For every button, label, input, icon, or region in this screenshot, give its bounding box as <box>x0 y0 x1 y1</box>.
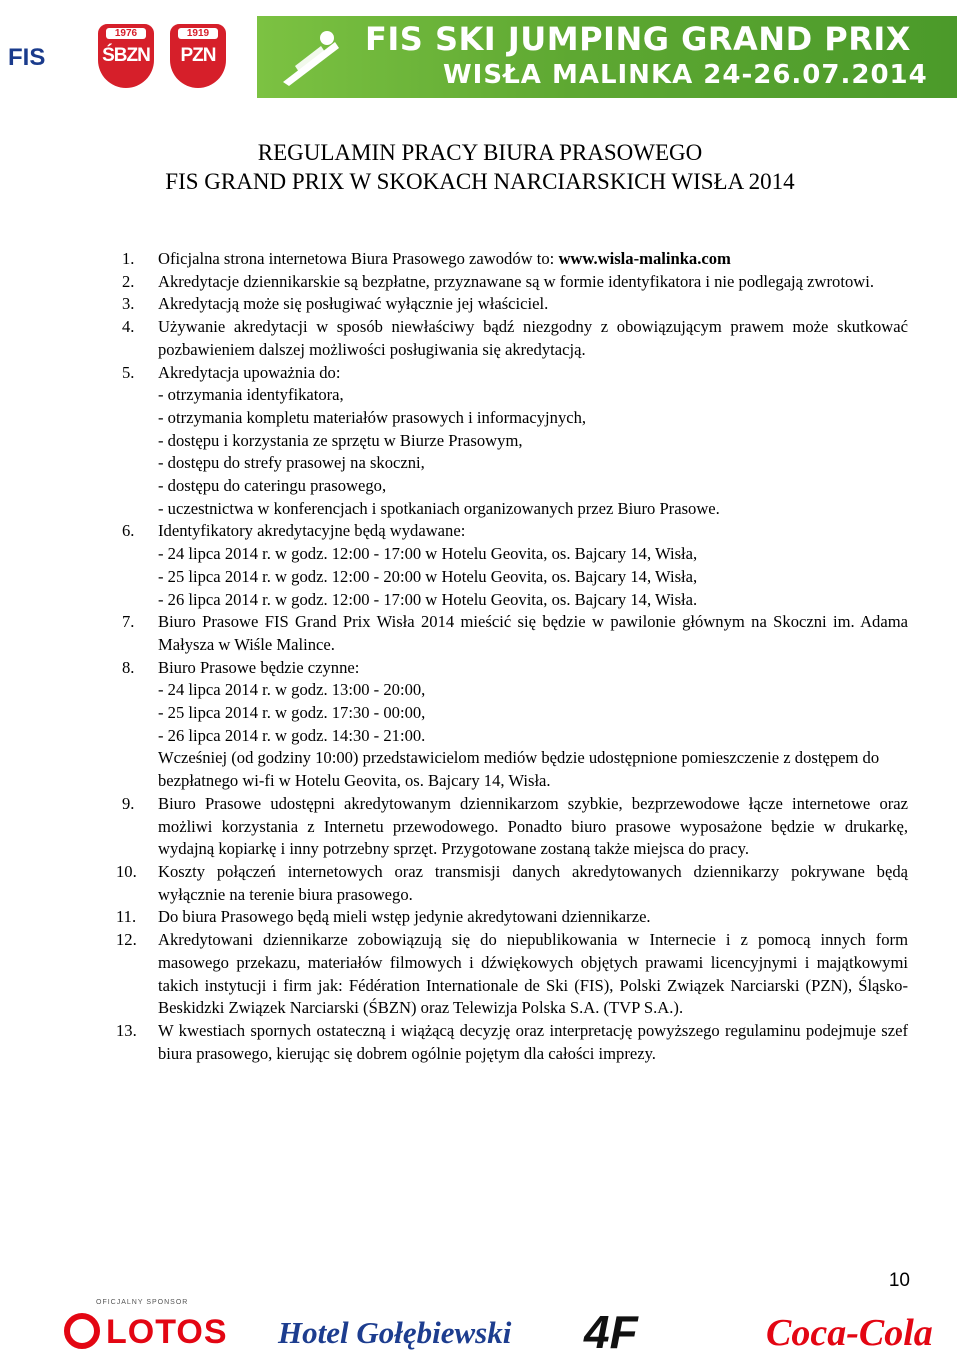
rule-text: Akredytacje dziennikarskie są bezpłatne, przyznawane są w formie identyfikatora i nie podlegają zwrotowi. <box>158 271 875 291</box>
rules-list <box>116 248 908 1065</box>
rule-subitem: - otrzymania identyfikatora, <box>158 385 344 405</box>
rule-item <box>116 906 908 929</box>
rule-subitem: - 25 lipca 2014 r. w godz. 12:00 - 20:00 w Hotelu Geovita, os. Bajcary 14, Wisła, <box>158 566 698 586</box>
rule-number: 10. <box>116 861 137 881</box>
rule-item <box>116 1020 908 1065</box>
rule-item <box>122 316 908 361</box>
rule-subitem: - uczestnictwa w konferencjach i spotkaniach organizowanych przez Biuro Prasowe. <box>158 498 720 518</box>
sbzn-logo <box>98 24 154 88</box>
rule-subitem: - dostępu i korzystania ze sprzętu w Biurze Prasowym, <box>158 430 523 450</box>
rule-item <box>116 861 908 906</box>
pzn-logo-abbr: PZN <box>180 45 216 66</box>
pzn-logo <box>170 24 226 88</box>
rule-item <box>122 248 908 271</box>
lotos-logo-text: LOTOS <box>106 1313 228 1351</box>
rule-number: 1. <box>122 249 135 268</box>
rule-subitem: - 25 lipca 2014 r. w godz. 17:30 - 00:00, <box>158 703 426 723</box>
page-number: 10 <box>888 1270 910 1291</box>
sbzn-logo-year: 1976 <box>106 28 146 39</box>
lotos-ring-icon <box>64 1313 100 1349</box>
rule-text: Biuro Prasowe będzie czynne: <box>158 657 360 677</box>
4f-logo: 4F <box>584 1306 638 1358</box>
rule-item <box>122 271 908 294</box>
rule-subitem: - 24 lipca 2014 r. w godz. 13:00 - 20:00, <box>158 680 426 700</box>
banner-subtitle: WISŁA MALINKA 24-26.07.2014 <box>443 60 928 90</box>
sponsor-bar <box>0 1295 960 1369</box>
rule-item <box>122 793 908 861</box>
rule-text: Koszty połączeń internetowych oraz transmisji danych akredytowanych dziennikarzy pokrywane będą wyłącznie na terenie biura prasowego. <box>158 861 908 904</box>
document-title <box>0 138 960 196</box>
rule-text: Identyfikatory akredytacyjne będą wydawane: <box>158 521 466 541</box>
rule-item <box>122 293 908 316</box>
hotel-golebiewski-logo: Hotel Gołębiewski <box>278 1315 512 1350</box>
rule-text: Używanie akredytacji w sposób niewłaściwy bądź niezgodny z obowiązującym prawem może skutkować pozbawieniem dalszej możliwości posługiwania się akredytacją. <box>158 317 908 359</box>
rule-number: 2. <box>122 271 135 291</box>
rule-text: Do biura Prasowego będą mieli wstęp jedynie akredytowani dziennikarze. <box>158 907 651 927</box>
rule-subitem: - otrzymania kompletu materiałów prasowych i informacyjnych, <box>158 407 587 427</box>
rule-number: 9. <box>122 793 135 813</box>
rule-number: 12. <box>116 930 137 950</box>
rule-number: 4. <box>122 317 135 337</box>
ski-jumper-icon <box>275 26 345 88</box>
pzn-logo-year: 1919 <box>178 28 218 39</box>
rule-item <box>122 520 908 611</box>
title-line-1: REGULAMIN PRACY BIURA PRASOWEGO <box>257 140 703 165</box>
sbzn-logo-abbr: ŚBZN <box>102 45 150 66</box>
rule-number: 13. <box>116 1020 137 1040</box>
rule-text: W kwestiach spornych ostateczną i wiążącą decyzję oraz interpretację powyższego regulaminu podejmuje szef biura prasowego, kierując się dobrem ogólnie pojętym dla całości imprezy. <box>158 1020 908 1063</box>
rule-item <box>122 362 908 521</box>
rule-item <box>116 929 908 1020</box>
event-banner <box>257 16 957 98</box>
website-link[interactable]: www.wisla-malinka.com <box>558 249 731 268</box>
rule-number: 11. <box>116 907 137 927</box>
rule-number: 8. <box>122 657 135 677</box>
fis-logo: FIS <box>8 44 46 71</box>
rule-number: 7. <box>122 612 135 632</box>
rule-text: Biuro Prasowe udostępni akredytowanym dziennikarzom szybkie, bezprzewodowe łącze internetowe oraz możliwi korzystania z Internetu przewodowego. Ponadto biuro prasowe wyposażone będzie w drukarkę, wydajną kopiarkę i inny potrzebny sprzęt. Przygotowane zostaną także miejsca do pracy. <box>158 793 908 859</box>
rule-text: Oficjalna strona internetowa Biura Prasowego zawodów to: <box>158 249 559 268</box>
rule-note: Wcześniej (od godziny 10:00) przedstawicielom mediów będzie udostępnione pomieszczenie z dostępem do bezpłatnego wi-fi w Hotelu Geovita, os. Bajcary 14, Wisła. <box>158 748 880 791</box>
rule-item <box>122 657 908 793</box>
rule-text: Biuro Prasowe FIS Grand Prix Wisła 2014 mieścić się będzie w pawilonie głównym na Skoczni im. Adama Małysza w Wiśle Malince. <box>158 612 908 654</box>
rule-subitem: - 24 lipca 2014 r. w godz. 12:00 - 17:00 w Hotelu Geovita, os. Bajcary 14, Wisła, <box>158 544 698 564</box>
lotos-logo <box>64 1311 228 1357</box>
rule-subitem: - 26 lipca 2014 r. w godz. 14:30 - 21:00. <box>158 725 426 745</box>
rule-number: 6. <box>122 521 135 541</box>
rule-text: Akredytacja upoważnia do: <box>158 362 341 382</box>
rule-item <box>122 611 908 656</box>
coca-cola-logo: Coca-Cola <box>766 1312 933 1354</box>
rule-text: Akredytowani dziennikarze zobowiązują się do niepublikowania w Internecie i z pomocą innych form masowego przekazu, materiałów filmowych i dźwiękowych objętych prawami licencyjnymi i majątkowymi takich instytucji i firm jak: Fédération Internationale de Ski (FIS), Polski Związek Narciarski (PZN), Śląsko-Beskidzki Związek Narciarski (ŚBZN) oraz Telewizja Polska S.A. (TVP S.A.). <box>158 930 908 1018</box>
sponsor-label: OFICJALNY SPONSOR <box>96 1299 189 1306</box>
rule-text: Akredytacją może się posługiwać wyłącznie jej właściciel. <box>158 294 549 314</box>
page-header <box>0 0 960 110</box>
rule-subitem: - 26 lipca 2014 r. w godz. 12:00 - 17:00 w Hotelu Geovita, os. Bajcary 14, Wisła. <box>158 589 698 609</box>
rule-subitem: - dostępu do strefy prasowej na skoczni, <box>158 453 425 473</box>
rule-number: 5. <box>122 362 135 382</box>
rule-subitem: - dostępu do cateringu prasowego, <box>158 476 387 496</box>
banner-title: FIS SKI JUMPING GRAND PRIX <box>365 20 911 58</box>
title-line-2: FIS GRAND PRIX W SKOKACH NARCIARSKICH WISŁA 2014 <box>165 169 795 194</box>
rule-number: 3. <box>122 294 135 314</box>
